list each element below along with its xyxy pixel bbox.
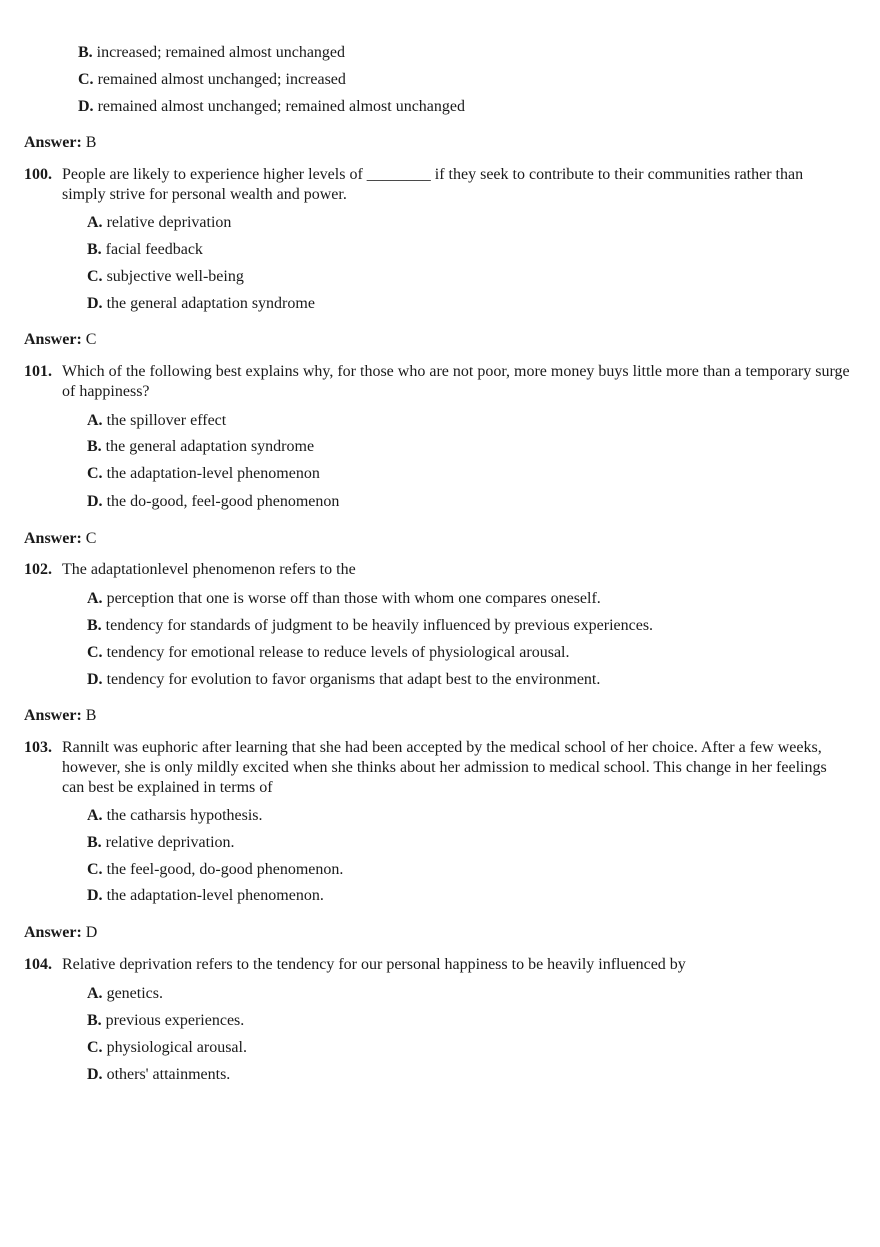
option-a — [87, 589, 601, 609]
option-text: previous experiences. — [105, 1012, 245, 1029]
answer-value: C — [85, 331, 97, 348]
option-text: physiological arousal. — [106, 1039, 247, 1056]
option-letter: A. — [87, 412, 103, 429]
answer-label: Answer: — [24, 530, 82, 547]
answer-label: Answer: — [24, 134, 82, 151]
option-letter: A. — [87, 985, 103, 1002]
option-text: the feel-good, do-good phenomenon. — [106, 861, 344, 878]
option-d — [87, 670, 600, 690]
option-letter: B. — [87, 241, 102, 258]
question-101 — [24, 362, 850, 402]
question-103 — [24, 738, 850, 798]
option-text: the do-good, feel-good phenomenon — [106, 493, 340, 510]
question-text: The adaptationlevel phenomenon refers to the — [62, 561, 356, 578]
option-text: facial feedback — [105, 241, 203, 258]
option-text: relative deprivation — [106, 214, 232, 231]
option-c — [87, 1038, 247, 1058]
question-104 — [24, 955, 850, 975]
option-letter: B. — [87, 1012, 102, 1029]
option-text: remained almost unchanged; increased — [97, 71, 346, 88]
question-number: 102. — [24, 561, 52, 578]
option-text: tendency for standards of judgment to be heavily influenced by previous experiences. — [105, 617, 654, 634]
option-text: tendency for emotional release to reduce levels of physiological arousal. — [106, 644, 570, 661]
answer-value: C — [85, 530, 97, 547]
option-text: the spillover effect — [106, 412, 227, 429]
answer-value: B — [85, 134, 97, 151]
answer-value: D — [85, 924, 98, 941]
answer-line — [24, 529, 96, 549]
option-text: perception that one is worse off than those with whom one compares oneself. — [106, 590, 601, 607]
option-text: others' attainments. — [106, 1066, 231, 1083]
option-a — [87, 984, 163, 1004]
option-d — [87, 294, 315, 314]
answer-label: Answer: — [24, 331, 82, 348]
option-text: tendency for evolution to favor organisms that adapt best to the environment. — [106, 671, 601, 688]
option-b — [87, 1011, 244, 1031]
option-c — [78, 70, 346, 90]
option-text: the adaptation-level phenomenon — [106, 465, 320, 482]
option-letter: B. — [87, 834, 102, 851]
option-letter: D. — [87, 1066, 103, 1083]
option-text: the general adaptation syndrome — [106, 295, 315, 312]
option-text: increased; remained almost unchanged — [96, 44, 346, 61]
option-d — [87, 492, 339, 512]
option-text: the general adaptation syndrome — [105, 438, 315, 455]
option-letter: A. — [87, 590, 103, 607]
option-letter: C. — [78, 71, 94, 88]
option-a — [87, 806, 263, 826]
option-c — [87, 267, 244, 287]
option-letter: D. — [87, 671, 103, 688]
question-text: Relative deprivation refers to the tendency for our personal happiness to be heavily influenced by — [62, 956, 686, 973]
option-letter: C. — [87, 465, 103, 482]
option-text: remained almost unchanged; remained almost unchanged — [97, 98, 465, 115]
answer-label: Answer: — [24, 924, 82, 941]
question-102 — [24, 560, 850, 580]
option-text: the catharsis hypothesis. — [106, 807, 263, 824]
option-d — [87, 1065, 230, 1085]
option-letter: C. — [87, 268, 103, 285]
option-letter: B. — [87, 438, 102, 455]
option-text: genetics. — [106, 985, 163, 1002]
answer-line — [24, 133, 96, 153]
option-b — [87, 437, 314, 457]
option-text: subjective well-being — [106, 268, 244, 285]
option-a — [87, 411, 226, 431]
question-text: Rannilt was euphoric after learning that she had been accepted by the medical school of her choice. After a few weeks, however, she is only mildly excited when she thinks about her admission to medical school. This change in her feelings can best be explained in terms of — [62, 739, 827, 796]
option-letter: B. — [78, 44, 93, 61]
answer-line — [24, 706, 96, 726]
option-d — [87, 886, 324, 906]
option-letter: C. — [87, 861, 103, 878]
option-letter: A. — [87, 807, 103, 824]
question-number: 104. — [24, 956, 52, 973]
option-letter: D. — [78, 98, 94, 115]
option-b — [87, 616, 653, 636]
option-c — [87, 464, 320, 484]
question-text: Which of the following best explains why, for those who are not poor, more money buys little more than a temporary surge of happiness? — [62, 363, 850, 400]
option-letter: D. — [87, 493, 103, 510]
option-letter: C. — [87, 1039, 103, 1056]
option-a — [87, 213, 231, 233]
option-b — [87, 833, 235, 853]
option-letter: C. — [87, 644, 103, 661]
option-b — [78, 43, 345, 63]
option-d — [78, 97, 465, 117]
question-100 — [24, 165, 850, 205]
answer-line — [24, 330, 96, 350]
option-letter: D. — [87, 295, 103, 312]
option-text: the adaptation-level phenomenon. — [106, 887, 324, 904]
option-letter: B. — [87, 617, 102, 634]
answer-value: B — [85, 707, 97, 724]
question-number: 103. — [24, 739, 52, 756]
option-letter: D. — [87, 887, 103, 904]
option-letter: A. — [87, 214, 103, 231]
answer-label: Answer: — [24, 707, 82, 724]
option-text: relative deprivation. — [105, 834, 235, 851]
option-c — [87, 643, 570, 663]
answer-line — [24, 923, 97, 943]
option-c — [87, 860, 343, 880]
option-b — [87, 240, 203, 260]
question-number: 100. — [24, 166, 52, 183]
question-number: 101. — [24, 363, 52, 380]
question-text: People are likely to experience higher levels of ________ if they seek to contribute to their communities rather than simply strive for personal wealth and power. — [62, 166, 804, 203]
